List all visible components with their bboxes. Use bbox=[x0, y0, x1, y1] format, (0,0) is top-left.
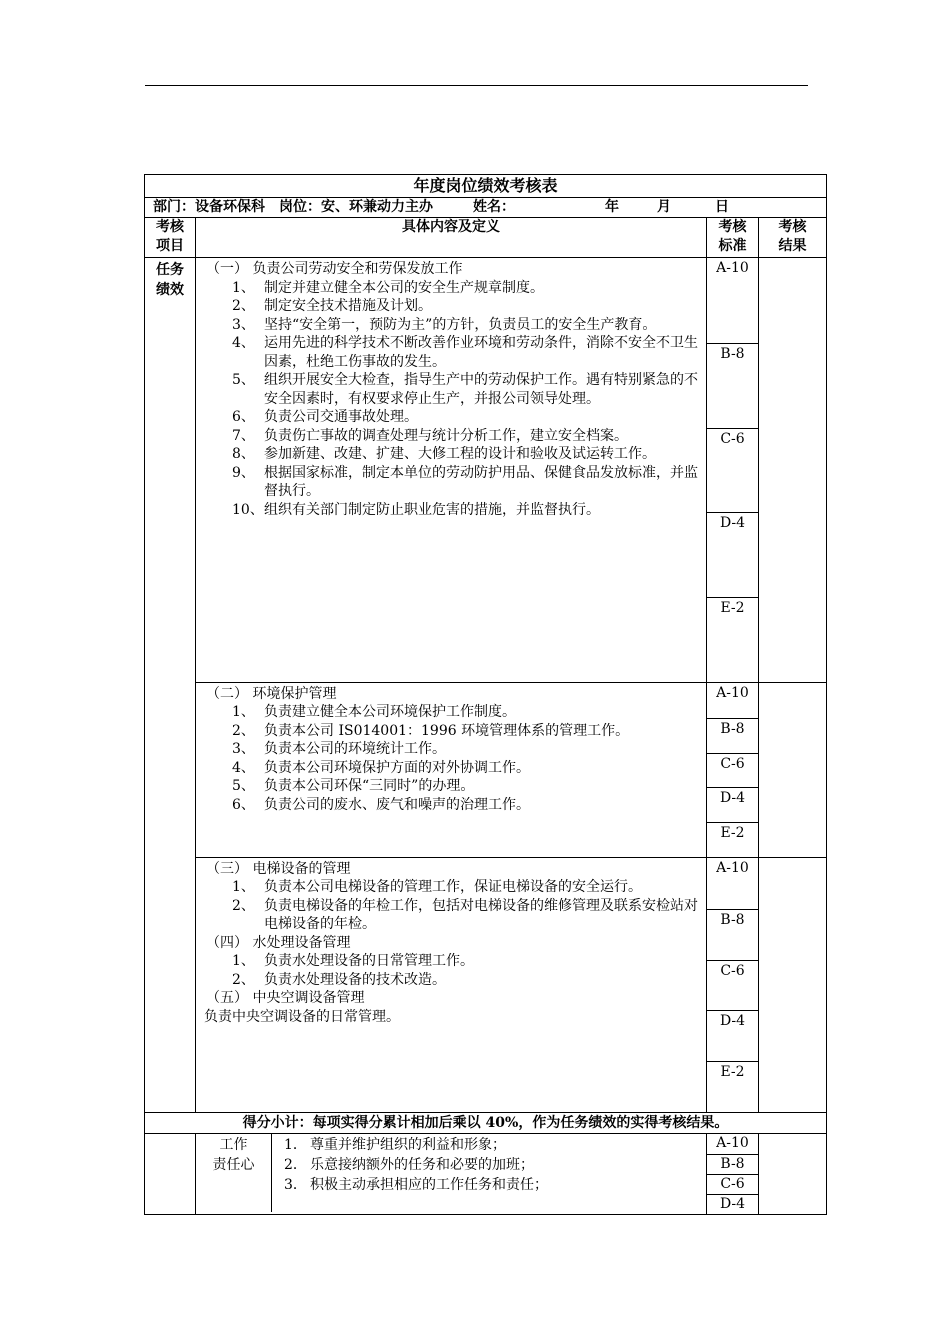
list-item bbox=[204, 703, 702, 722]
item-number: 8、 bbox=[232, 446, 255, 462]
item-number: 2、 bbox=[232, 722, 255, 739]
item-text: 参加新建、改建、扩建、大修工程的设计和验收及试运转工作。 bbox=[264, 446, 656, 462]
item-text: 负责本公司环保“三同时”的办理。 bbox=[264, 778, 475, 795]
item-text: 负责水处理设备的技术改造。 bbox=[264, 971, 446, 988]
header-item: 考核 项目 bbox=[145, 218, 196, 258]
list-item bbox=[204, 971, 702, 990]
item-text: 负责本公司电梯设备的管理工作，保证电梯设备的安全运行。 bbox=[264, 879, 642, 896]
item-number: 1、 bbox=[232, 953, 255, 970]
grade-option: B-8 bbox=[707, 1154, 758, 1174]
item-text: 负责本公司 IS014001：1996 环境管理体系的管理工作。 bbox=[264, 722, 630, 739]
item-text: 运用先进的科学技术不断改善作业环境和劳动条件，消除不安全不卫生因素，杜绝工伤事故的发生。 bbox=[264, 335, 698, 370]
name-label: 姓名： bbox=[473, 199, 515, 215]
item-number: 5、 bbox=[232, 372, 255, 388]
item-number: 1、 bbox=[232, 279, 255, 296]
section-1-content bbox=[196, 258, 707, 683]
item-number: 10、 bbox=[232, 501, 264, 518]
item-text: 负责本公司环境保护方面的对外协调工作。 bbox=[264, 759, 530, 776]
item-text: 负责建立健全本公司环境保护工作制度。 bbox=[264, 704, 516, 721]
list-item bbox=[204, 796, 702, 815]
section-heading: （五） 中央空调设备管理 bbox=[206, 990, 365, 1007]
item-text: 负责本公司的环境统计工作。 bbox=[264, 741, 446, 758]
item-text: 负责公司的废水、废气和噪声的治理工作。 bbox=[264, 796, 530, 813]
grade-option: E-2 bbox=[707, 1061, 758, 1112]
section-text: 负责中央空调设备的日常管理。 bbox=[204, 1008, 400, 1025]
list-item bbox=[284, 1175, 706, 1195]
item-text: 积极主动承担相应的工作任务和责任； bbox=[310, 1176, 548, 1193]
section-2-grades bbox=[707, 682, 759, 857]
list-item bbox=[284, 1155, 706, 1175]
list-item bbox=[204, 501, 702, 520]
item-text: 制定并建立健全本公司的安全生产规章制度。 bbox=[264, 279, 544, 296]
grade-option: A-10 bbox=[716, 260, 749, 276]
item-text: 负责电梯设备的年检工作，包括对电梯设备的维修管理及联系安检站对电梯设备的年检。 bbox=[264, 897, 698, 933]
section-heading: （二） 环境保护管理 bbox=[206, 685, 337, 702]
list-item bbox=[204, 279, 702, 298]
responsibility-label: 工作 责任心 bbox=[196, 1134, 272, 1212]
responsibility-result[interactable] bbox=[759, 1133, 827, 1214]
list-item bbox=[204, 878, 702, 897]
dept-label: 部门：设备环保科 bbox=[153, 199, 265, 215]
grade-option: C-6 bbox=[707, 428, 758, 513]
list-item bbox=[204, 408, 702, 427]
post-label: 岗位：安、环兼动力主办 bbox=[279, 199, 433, 215]
list-item bbox=[204, 371, 702, 408]
list-item bbox=[204, 777, 702, 796]
list-item bbox=[204, 427, 702, 446]
list-item bbox=[204, 897, 702, 934]
section-heading: （一） 负责公司劳动安全和劳保发放工作 bbox=[206, 261, 463, 277]
section-1-result[interactable] bbox=[759, 258, 827, 683]
item-number: 6、 bbox=[232, 409, 255, 425]
grade-option: A-10 bbox=[716, 684, 749, 701]
grade-option: C-6 bbox=[707, 753, 758, 788]
item-number: 2、 bbox=[232, 298, 255, 314]
grade-option: D-4 bbox=[707, 512, 758, 597]
item-text: 组织有关部门制定防止职业危害的措施，并监督执行。 bbox=[264, 501, 600, 518]
item-number: 3、 bbox=[232, 316, 255, 333]
item-text: 负责水处理设备的日常管理工作。 bbox=[264, 953, 474, 970]
item-number: 9、 bbox=[232, 464, 255, 481]
grade-option: D-4 bbox=[707, 1010, 758, 1061]
grade-option: C-6 bbox=[707, 1174, 758, 1194]
grade-option: A-10 bbox=[716, 859, 749, 876]
item-text: 尊重并维护组织的利益和形象； bbox=[310, 1136, 506, 1153]
item-text: 乐意接纳额外的任务和必要的加班； bbox=[310, 1156, 534, 1173]
list-item bbox=[204, 740, 702, 759]
meta-row bbox=[145, 198, 827, 218]
item-number: 1． bbox=[284, 1136, 307, 1153]
list-item bbox=[204, 464, 702, 501]
item-number: 6、 bbox=[232, 796, 255, 813]
grade-option: E-2 bbox=[707, 822, 758, 857]
header-content: 具体内容及定义 bbox=[196, 218, 707, 258]
subtotal-row: 得分小计：每项实得分累计相加后乘以 40%，作为任务绩效的实得考核结果。 bbox=[145, 1112, 827, 1133]
item-number: 3． bbox=[284, 1176, 307, 1193]
grade-option: A-10 bbox=[716, 1134, 749, 1151]
item-number: 2、 bbox=[232, 971, 255, 988]
item-number: 1、 bbox=[232, 879, 255, 896]
item-number: 4、 bbox=[232, 335, 255, 351]
item-text: 负责伤亡事故的调查处理与统计分析工作，建立安全档案。 bbox=[264, 427, 628, 444]
section-2-content bbox=[196, 682, 707, 857]
month-label: 月 bbox=[657, 199, 671, 215]
list-item bbox=[204, 759, 702, 778]
section-heading: （三） 电梯设备的管理 bbox=[206, 860, 351, 877]
day-label: 日 bbox=[715, 199, 729, 215]
task-performance-label: 任务 绩效 bbox=[145, 258, 196, 1113]
list-item bbox=[204, 316, 702, 335]
year-label: 年 bbox=[605, 199, 619, 215]
list-item bbox=[204, 445, 702, 464]
grade-option: C-6 bbox=[707, 960, 758, 1011]
item-text: 负责公司交通事故处理。 bbox=[264, 409, 418, 425]
appraisal-table bbox=[144, 174, 827, 1215]
section-1-grades bbox=[707, 258, 759, 683]
grade-option: B-8 bbox=[707, 718, 758, 753]
section-2-result[interactable] bbox=[759, 682, 827, 857]
item-text: 坚持“安全第一，预防为主”的方针，负责员工的安全生产教育。 bbox=[264, 316, 657, 333]
list-item bbox=[204, 722, 702, 741]
grade-option: E-2 bbox=[707, 597, 758, 682]
grade-option: D-4 bbox=[707, 1194, 758, 1214]
item-number: 2． bbox=[284, 1156, 307, 1173]
section-3-grades bbox=[707, 857, 759, 1112]
item-number: 5、 bbox=[232, 778, 255, 795]
top-rule bbox=[145, 85, 808, 86]
grade-option: B-8 bbox=[707, 909, 758, 960]
section-heading: （四） 水处理设备管理 bbox=[206, 934, 351, 951]
form-title: 年度岗位绩效考核表 bbox=[145, 175, 827, 198]
item-text: 根据国家标准，制定本单位的劳动防护用品、保健食品发放标准，并监督执行。 bbox=[264, 464, 698, 499]
responsibility-blank bbox=[145, 1133, 196, 1214]
responsibility-grades bbox=[707, 1133, 759, 1214]
section-3-content bbox=[196, 857, 707, 1112]
section-3-result[interactable] bbox=[759, 857, 827, 1112]
item-number: 3、 bbox=[232, 741, 255, 758]
grade-option: D-4 bbox=[707, 787, 758, 822]
item-text: 组织开展安全大检查，指导生产中的劳动保护工作。遇有特别紧急的不安全因素时，有权要求停止生产，并报公司领导处理。 bbox=[264, 372, 698, 407]
item-number: 7、 bbox=[232, 427, 255, 444]
responsibility-cell bbox=[196, 1133, 707, 1214]
item-number: 2、 bbox=[232, 897, 255, 914]
list-item bbox=[204, 334, 702, 371]
grade-option: B-8 bbox=[707, 343, 758, 428]
item-text: 制定安全技术措施及计划。 bbox=[264, 298, 432, 314]
header-result: 考核 结果 bbox=[759, 218, 827, 258]
header-standard: 考核 标准 bbox=[707, 218, 759, 258]
list-item bbox=[284, 1135, 706, 1155]
item-number: 1、 bbox=[232, 704, 255, 721]
responsibility-list bbox=[272, 1134, 706, 1212]
list-item bbox=[204, 297, 702, 316]
item-number: 4、 bbox=[232, 759, 255, 776]
list-item bbox=[204, 952, 702, 971]
